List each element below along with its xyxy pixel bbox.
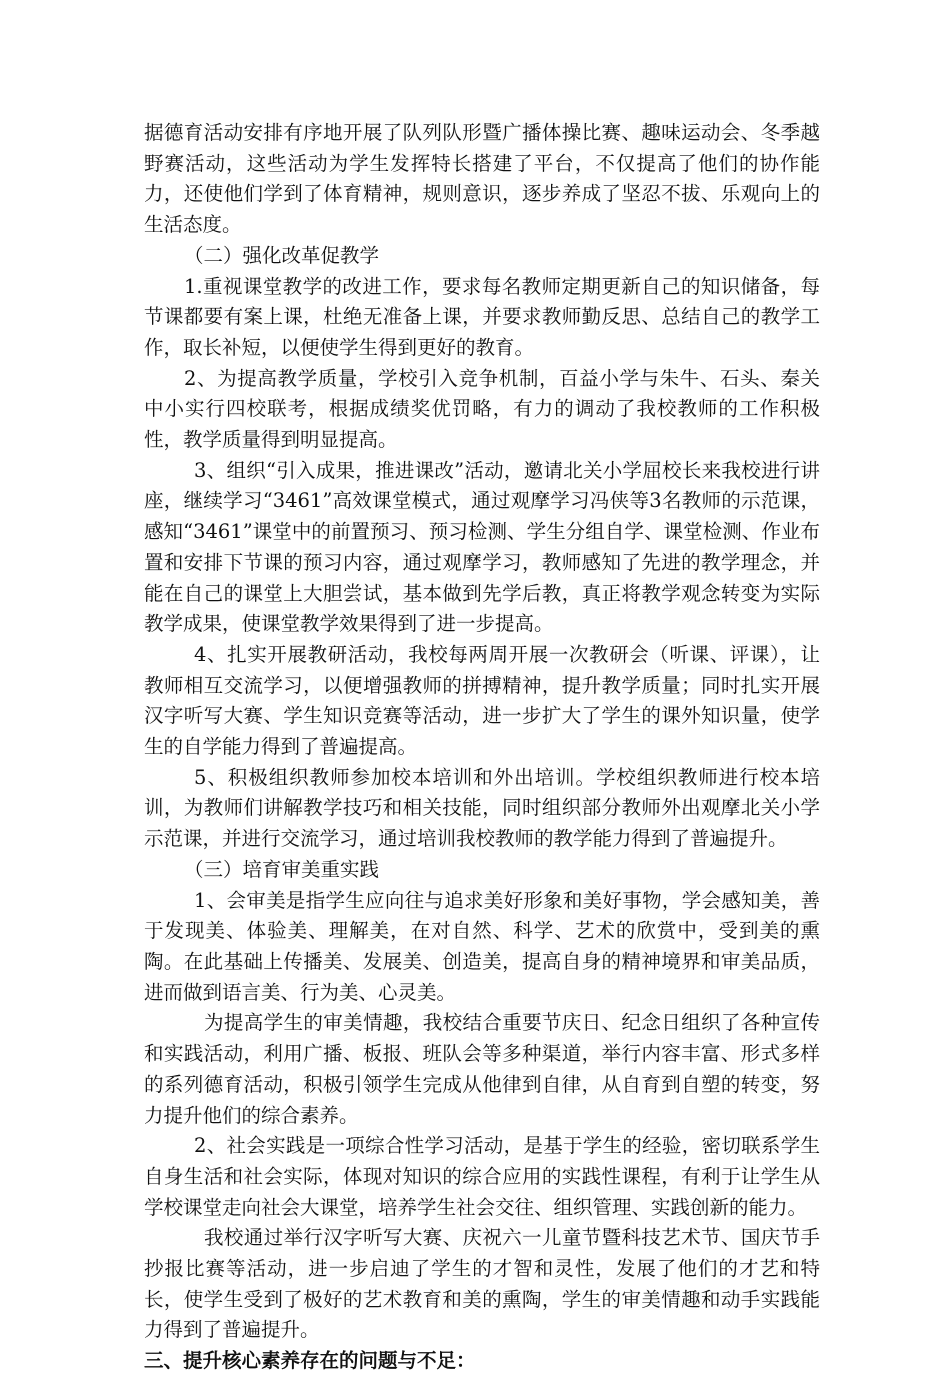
paragraph-classroom-improvement: 1.重视课堂教学的改进工作，要求每名教师定期更新自己的知识储备，每节课都要有案上课，杜绝无准备上课，并要求教师勤反思、总结自己的教学工作，取长补短，以便使学生得到更好的教育。	[144, 274, 820, 359]
paragraph-school-events: 我校通过举行汉字听写大赛、庆祝六一儿童节暨科技艺术节、国庆节手抄报比赛等活动，进一步启迪了学生的才智和灵性，发展了他们的才艺和特长，使学生受到了极好的艺术教育和美的熏陶，学生的审美情趣和动手实践能力得到了普遍提升。	[144, 1226, 820, 1342]
paragraph-aesthetic-definition: 1、会审美是指学生应向往与追求美好形象和美好事物，学会感知美，善于发现美、体验美、理解美，在对自然、科学、艺术的欣赏中，受到美的熏陶。在此基础上传播美、发展美、创造美，提高自身的精神境界和审美品质，进而做到语言美、行为美、心灵美。	[144, 888, 820, 1004]
paragraph-moral-activities: 据德育活动安排有序地开展了队列队形暨广播体操比赛、趣味运动会、冬季越野赛活动，这些活动为学生发挥特长搭建了平台，不仅提高了他们的协作能力，还使他们学到了体育精神，规则意识，逐步养成了坚忍不拔、乐观向上的生活态度。	[144, 121, 820, 237]
paragraph-teaching-quality: 2、为提高教学质量，学校引入竞争机制，百益小学与朱牛、石头、秦关中小实行四校联考，根据成绩奖优罚略，有力的调动了我校教师的工作积极性，教学质量得到明显提高。	[144, 366, 820, 452]
section-heading-aesthetics: （三）培育审美重实践	[184, 857, 380, 881]
document-body	[144, 118, 820, 1377]
paragraph-social-practice: 2、社会实践是一项综合性学习活动，是基于学生的经验，密切联系学生自身生活和社会实际，体现对知识的综合应用的实践性课程，有利于让学生从学校课堂走向社会大课堂，培养学生社会交往、组织管理、实践创新的能力。	[144, 1134, 820, 1219]
section-heading-problems: 三、提升核心素养存在的问题与不足：	[144, 1349, 476, 1373]
section-heading-teaching-reform: （二）强化改革促教学	[184, 243, 380, 267]
paragraph-curriculum-reform: 3、组织“引入成果，推进课改”活动，邀请北关小学屈校长来我校进行讲座，继续学习“3461”高效课堂模式，通过观摩学习冯侠等3名教师的示范课，感知“3461”课堂中的前置预习、预习检测、学生分组自学、课堂检测、作业布置和安排下节课的预习内容，通过观摩学习，教师感知了先进的教学理念，并能在自己的课堂上大胆尝试，基本做到先学后教，真正将教学观念转变为实际教学成果，使课堂教学效果得到了进一步提高。	[144, 458, 820, 636]
paragraph-aesthetic-activities: 为提高学生的审美情趣，我校结合重要节庆日、纪念日组织了各种宣传和实践活动，利用广播、板报、班队会等多种渠道，举行内容丰富、形式多样的系列德育活动，积极引领学生完成从他律到自律，从自育到自塑的转变，努力提升他们的综合素养。	[144, 1011, 820, 1127]
paragraph-teaching-research: 4、扎实开展教研活动，我校每两周开展一次教研会（听课、评课），让教师相互交流学习，以便增强教师的拼搏精神，提升教学质量；同时扎实开展汉字听写大赛、学生知识竞赛等活动，进一步扩大了学生的课外知识量，使学生的自学能力得到了普遍提高。	[144, 642, 820, 759]
paragraph-teacher-training: 5、积极组织教师参加校本培训和外出培训。学校组织教师进行校本培训，为教师们讲解教学技巧和相关技能，同时组织部分教师外出观摩北关小学示范课，并进行交流学习，通过培训我校教师的教学能力得到了普遍提升。	[144, 765, 820, 851]
